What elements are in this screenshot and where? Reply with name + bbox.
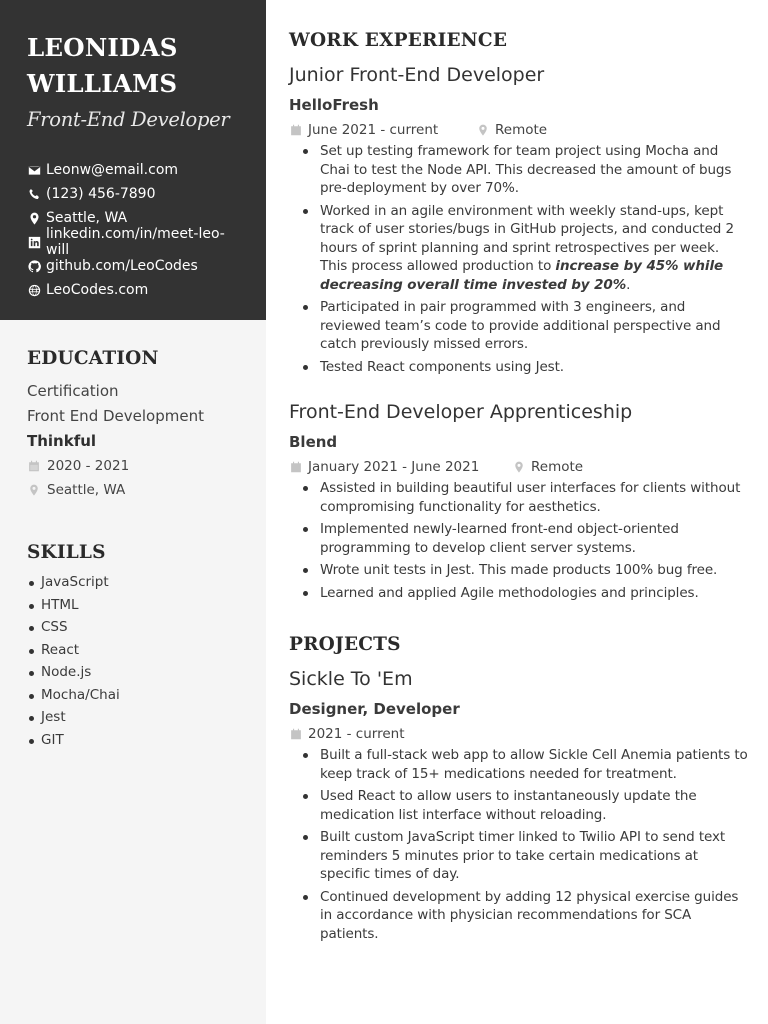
project-meta xyxy=(289,724,749,744)
project-dates-text: 2021 - current xyxy=(308,726,405,742)
skills-heading: SKILLS xyxy=(27,542,106,563)
contact-phone[interactable] xyxy=(27,182,246,206)
bullet-item: Wrote unit tests in Jest. This made products 100% bug free. xyxy=(320,561,749,580)
job-location-text: Remote xyxy=(531,459,584,475)
education-school: Thinkful xyxy=(27,432,97,450)
job-dates xyxy=(289,457,512,477)
project-title: Sickle To 'Em xyxy=(289,668,413,690)
bullet-item: Used React to allow users to instantaneously update the medication list interface without reloading. xyxy=(320,787,749,824)
skill-item: JavaScript xyxy=(27,571,246,594)
location-pin-icon xyxy=(476,123,490,137)
education-heading: EDUCATION xyxy=(27,348,159,369)
skill-item: React xyxy=(27,639,246,662)
candidate-name xyxy=(27,30,246,102)
name-first: LEONIDAS xyxy=(27,33,178,62)
sidebar xyxy=(0,0,266,1024)
projects-heading: PROJECTS xyxy=(289,634,401,655)
education-dates xyxy=(27,454,246,478)
skill-list xyxy=(27,571,246,751)
calendar-icon xyxy=(27,459,41,473)
contact-website-text: LeoCodes.com xyxy=(46,282,149,298)
education-field: Front End Development xyxy=(27,407,204,425)
education-location-text: Seattle, WA xyxy=(47,482,126,498)
project-bullets xyxy=(289,746,749,943)
envelope-icon xyxy=(27,163,41,177)
contact-location-text: Seattle, WA xyxy=(46,210,128,226)
project-dates xyxy=(289,724,405,744)
bullet-item: Set up testing framework for team project using Mocha and Chai to test the Node API. This decreased the amount of bugs pre-deployment by over 70%. xyxy=(320,142,749,198)
skill-item: CSS xyxy=(27,616,246,639)
bullet-item: Participated in pair programmed with 3 engineers, and reviewed team’s code to provide additional perspective and catch previously missed errors. xyxy=(320,298,749,354)
education-location xyxy=(27,478,246,502)
candidate-title: Front-End Developer xyxy=(27,108,230,131)
project-entry xyxy=(289,665,749,943)
bullet-item xyxy=(320,202,749,295)
projects-section xyxy=(289,634,749,943)
linkedin-icon xyxy=(27,235,41,249)
skill-item: Node.js xyxy=(27,661,246,684)
contact-linkedin-text: linkedin.com/in/meet-leo-will xyxy=(46,226,225,258)
location-pin-icon xyxy=(27,211,41,225)
project-role: Designer, Developer xyxy=(289,700,460,718)
job-bullets xyxy=(289,142,749,376)
contact-phone-text: (123) 456-7890 xyxy=(46,186,156,202)
bullet-item: Built a full-stack web app to allow Sickle Cell Anemia patients to keep track of 15+ medications needed for treatment. xyxy=(320,747,748,782)
education-section xyxy=(0,348,266,502)
location-pin-icon xyxy=(27,483,41,497)
contact-email[interactable] xyxy=(27,158,246,182)
contact-email-text: Leonw@email.com xyxy=(46,162,179,178)
bullet-end: . xyxy=(626,276,631,293)
profile-header xyxy=(0,0,266,320)
job-meta xyxy=(289,457,749,477)
bullet-item: Tested React components using Jest. xyxy=(320,358,749,377)
company-name: Blend xyxy=(289,433,338,451)
job-location xyxy=(476,120,547,140)
main-content xyxy=(289,0,749,947)
job-entry xyxy=(289,398,749,602)
bullet-item: Implemented newly-learned front-end object-oriented programming to develop client server systems. xyxy=(320,520,749,557)
skill-item: Jest xyxy=(27,706,246,729)
calendar-icon xyxy=(289,123,303,137)
job-meta xyxy=(289,120,749,140)
bullet-item: Continued development by adding 12 physical exercise guides in accordance with physician recommendations for SCA patients. xyxy=(320,888,749,944)
bullet-item: Assisted in building beautiful user interfaces for clients without compromising functionality for aesthetics. xyxy=(320,479,749,516)
work-experience-heading: WORK EXPERIENCE xyxy=(289,30,508,51)
skill-item: GIT xyxy=(27,729,246,752)
company-name: HelloFresh xyxy=(289,96,379,114)
phone-icon xyxy=(27,187,41,201)
contact-list xyxy=(27,158,246,302)
job-dates-text: June 2021 - current xyxy=(308,122,439,138)
education-degree: Certification xyxy=(27,382,119,400)
github-icon xyxy=(27,259,41,273)
globe-icon xyxy=(27,283,41,297)
bullet-item: Built custom JavaScript timer linked to Twilio API to send text reminders 5 minutes prior to take certain medications at specific times of day. xyxy=(320,828,749,884)
job-dates xyxy=(289,120,476,140)
calendar-icon xyxy=(289,727,303,741)
education-dates-text: 2020 - 2021 xyxy=(47,458,130,474)
bullet-text: Worked in an agile environment with weekly stand-ups, kept track of user stories/bugs in GitHub projects, and conducted 2 hours of sprint planning and sprint retrospectives per week. This process allowed production to xyxy=(320,202,734,274)
skill-item: HTML xyxy=(27,594,246,617)
bullet-item: Learned and applied Agile methodologies and principles. xyxy=(320,584,749,603)
location-pin-icon xyxy=(512,460,526,474)
contact-github-text: github.com/LeoCodes xyxy=(46,258,198,274)
skill-item: Mocha/Chai xyxy=(27,684,246,707)
bullet-emphasis: increase by 45% while decreasing overall time invested by 20% xyxy=(320,258,724,293)
contact-linkedin[interactable] xyxy=(27,226,246,258)
job-bullets xyxy=(289,479,749,602)
work-experience-section xyxy=(289,30,749,602)
skills-section xyxy=(0,542,266,751)
job-entry xyxy=(289,61,749,376)
job-location-text: Remote xyxy=(495,122,548,138)
name-last: WILLIAMS xyxy=(27,69,178,98)
job-dates-text: January 2021 - June 2021 xyxy=(308,459,480,475)
job-title: Front-End Developer Apprenticeship xyxy=(289,401,633,423)
contact-website[interactable] xyxy=(27,278,246,302)
job-title: Junior Front-End Developer xyxy=(289,64,545,86)
job-location xyxy=(512,457,583,477)
calendar-icon xyxy=(289,460,303,474)
